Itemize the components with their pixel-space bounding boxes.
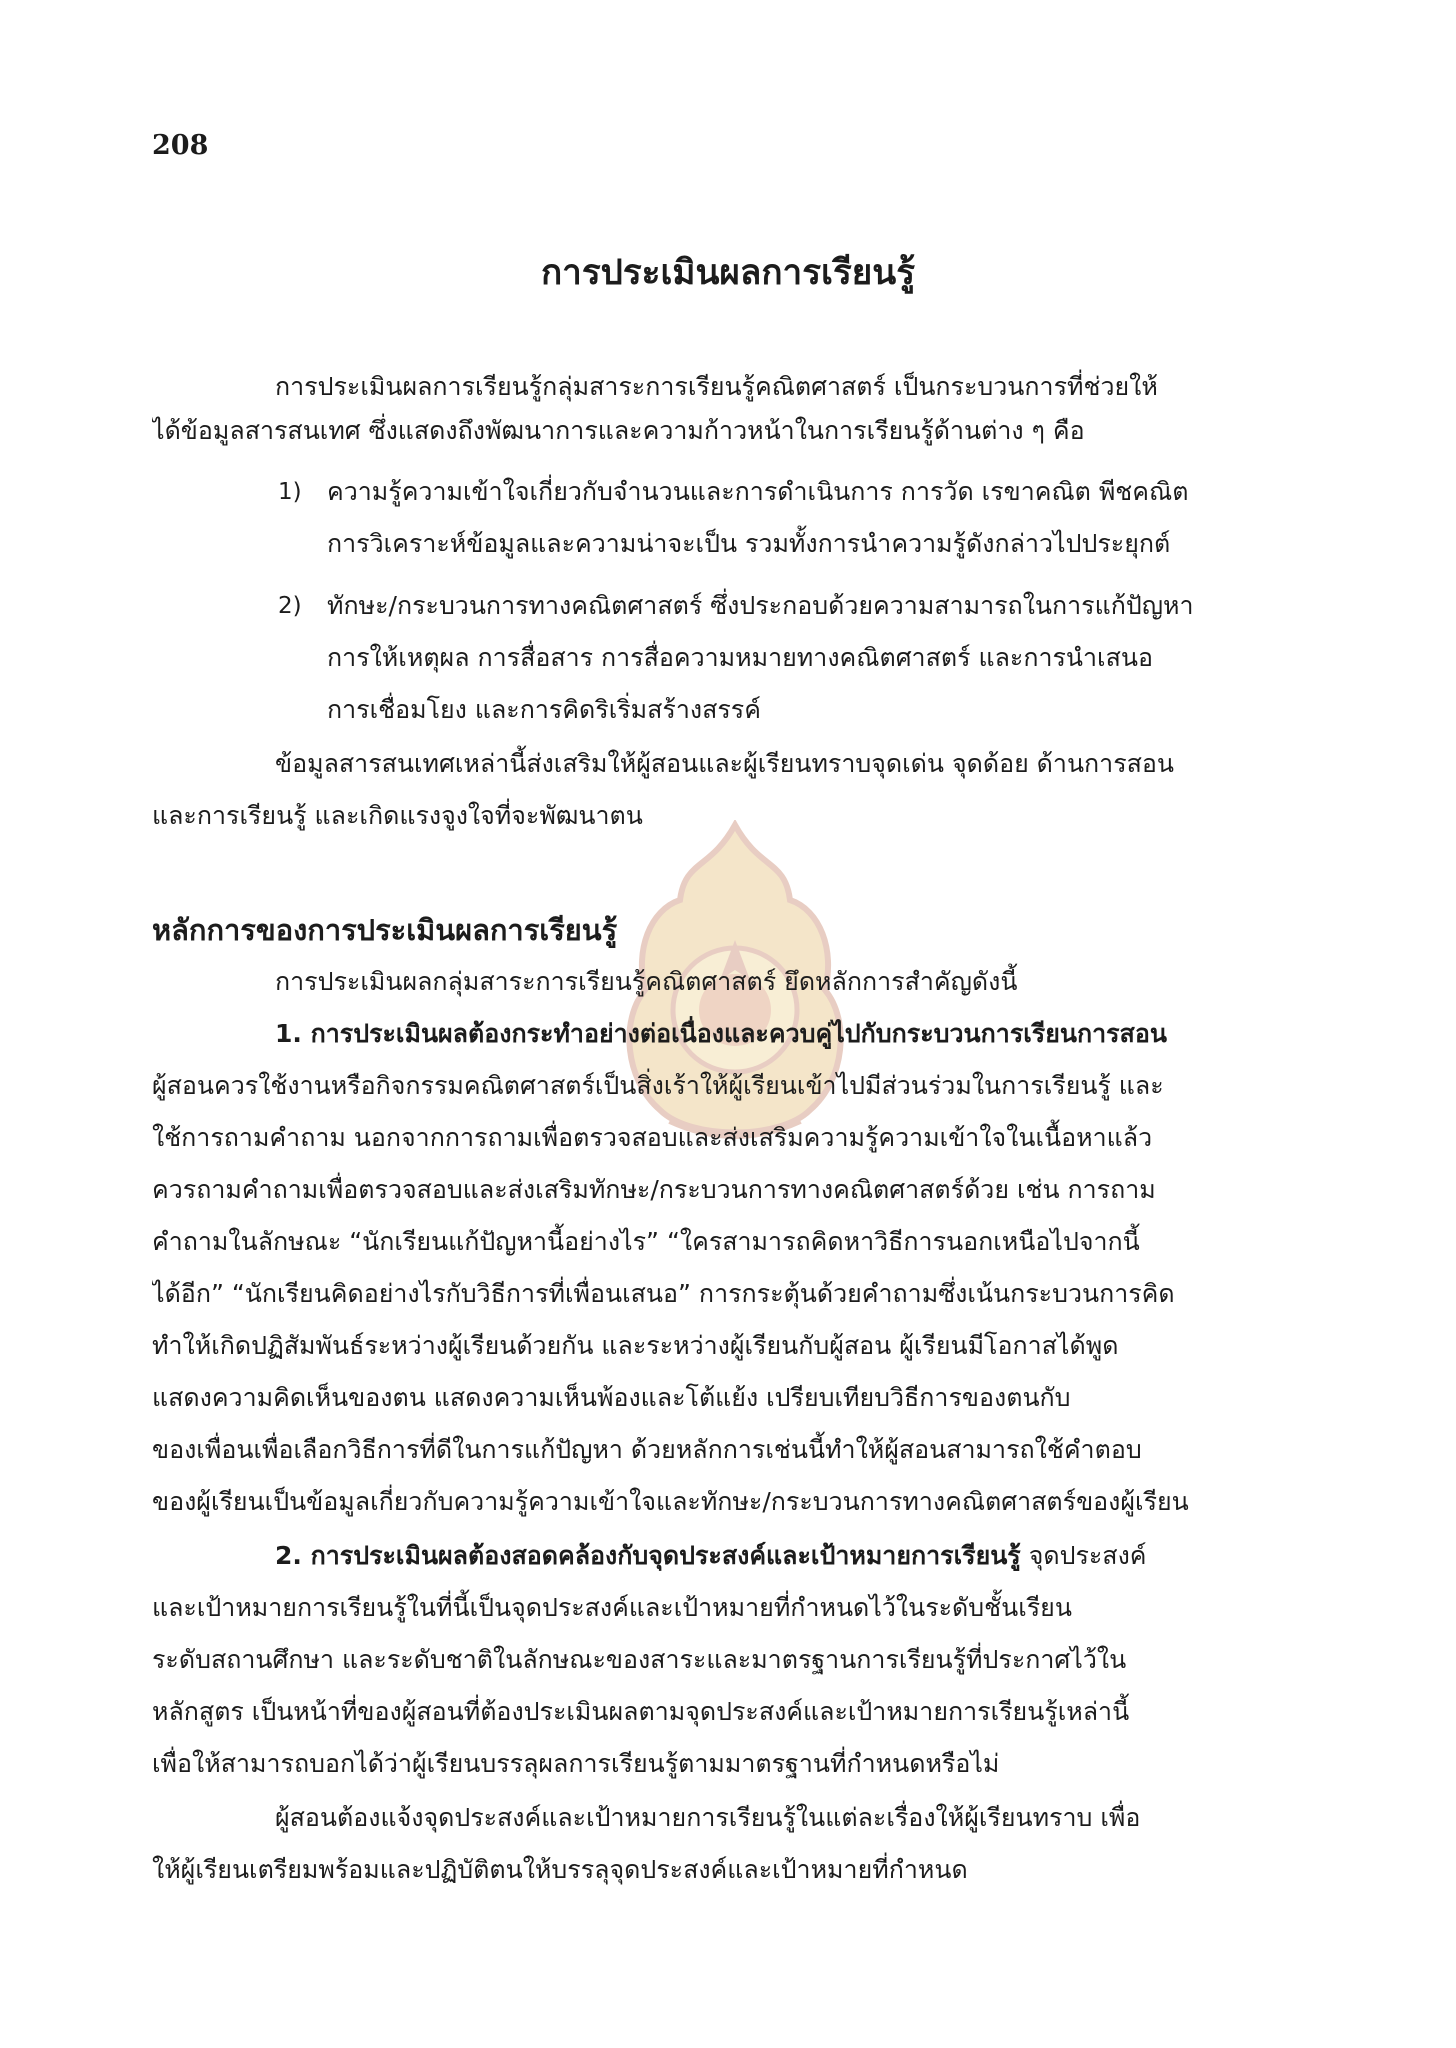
- principle-1-line: ได้อีก” “นักเรียนคิดอย่างไรกับวิธีการที่เพื่อนเสนอ” การกระตุ้นด้วยคำถามซึ่งเน้นกระบวนการคิด: [152, 1279, 1175, 1308]
- principle-2-line: ระดับสถานศึกษา และระดับชาติในลักษณะของสาระและมาตรฐานการเรียนรู้ที่ประกาศไว้ใน: [152, 1645, 1127, 1674]
- principle-1-line: ของเพื่อนเพื่อเลือกวิธีการที่ดีในการแก้ปัญหา ด้วยหลักการเช่นนี้ทำให้ผู้สอนสามารถใช้คำตอบ: [152, 1435, 1142, 1464]
- principle-1-heading: 1. การประเมินผลต้องกระทำอย่างต่อเนื่องและควบคู่ไปกับกระบวนการเรียนการสอน: [275, 1019, 1167, 1048]
- list-item-1-line-2: การวิเคราะห์ข้อมูลและความน่าจะเป็น รวมทั้งการนำความรู้ดังกล่าวไปประยุกต์: [327, 529, 1171, 558]
- summary-line-1: ข้อมูลสารสนเทศเหล่านี้ส่งเสริมให้ผู้สอนและผู้เรียนทราบจุดเด่น จุดด้อย ด้านการสอน: [275, 749, 1175, 778]
- list-item-2-line-2: การให้เหตุผล การสื่อสาร การสื่อความหมายทางคณิตศาสตร์ และการนำเสนอ: [327, 643, 1153, 672]
- principle-2-heading-line: [275, 1534, 1316, 1578]
- closing-line-2: ให้ผู้เรียนเตรียมพร้อมและปฏิบัติตนให้บรรลุจุดประสงค์และเป้าหมายที่กำหนด: [152, 1855, 968, 1884]
- list-item-2-line-1: ทักษะ/กระบวนการทางคณิตศาสตร์ ซึ่งประกอบด้วยความสามารถในการแก้ปัญหา: [327, 591, 1194, 620]
- section-intro: การประเมินผลกลุ่มสาระการเรียนรู้คณิตศาสตร์ ยึดหลักการสำคัญดังนี้: [275, 967, 1018, 996]
- intro-line-1: การประเมินผลการเรียนรู้กลุ่มสาระการเรียนรู้คณิตศาสตร์ เป็นกระบวนการที่ช่วยให้: [275, 372, 1158, 401]
- principle-2-line: เพื่อให้สามารถบอกได้ว่าผู้เรียนบรรลุผลการเรียนรู้ตามมาตรฐานที่กำหนดหรือไม่: [152, 1749, 1000, 1778]
- principle-1-line: ใช้การถามคำถาม นอกจากการถามเพื่อตรวจสอบและส่งเสริมความรู้ความเข้าใจในเนื้อหาแล้ว: [152, 1123, 1153, 1152]
- principle-2-heading-tail: จุดประสงค์: [1020, 1541, 1147, 1570]
- principle-1-line: ควรถามคำถามเพื่อตรวจสอบและส่งเสริมทักษะ/กระบวนการทางคณิตศาสตร์ด้วย เช่น การถาม: [152, 1175, 1156, 1204]
- section-heading: หลักการของการประเมินผลการเรียนรู้: [152, 913, 618, 947]
- principle-2-line: หลักสูตร เป็นหน้าที่ของผู้สอนที่ต้องประเมินผลตามจุดประสงค์และเป้าหมายการเรียนรู้เหล่านี้: [152, 1697, 1130, 1726]
- principle-1-line: ของผู้เรียนเป็นข้อมูลเกี่ยวกับความรู้ความเข้าใจและทักษะ/กระบวนการทางคณิตศาสตร์ของผู้เรียน: [152, 1487, 1189, 1516]
- principle-2-line: และเป้าหมายการเรียนรู้ในที่นี้เป็นจุดประสงค์และเป้าหมายที่กำหนดไว้ในระดับชั้นเรียน: [152, 1593, 1072, 1622]
- page-number: 208: [152, 130, 209, 161]
- list-item-2-number: 2): [278, 593, 302, 619]
- intro-line-2: ได้ข้อมูลสารสนเทศ ซึ่งแสดงถึงพัฒนาการและความก้าวหน้าในการเรียนรู้ด้านต่าง ๆ คือ: [152, 416, 1085, 445]
- principle-1-line: คำถามในลักษณะ “นักเรียนแก้ปัญหานี้อย่างไร” “ใครสามารถคิดหาวิธีการนอกเหนือไปจากนี้: [152, 1227, 1140, 1256]
- principle-1-line: ผู้สอนควรใช้งานหรือกิจกรรมคณิตศาสตร์เป็นสิ่งเร้าให้ผู้เรียนเข้าไปมีส่วนร่วมในการเรียนรู้ และ: [152, 1071, 1164, 1100]
- principle-1-line: ทำให้เกิดปฏิสัมพันธ์ระหว่างผู้เรียนด้วยกัน และระหว่างผู้เรียนกับผู้สอน ผู้เรียนมีโอกาสได้พูด: [152, 1331, 1119, 1360]
- closing-line-1: ผู้สอนต้องแจ้งจุดประสงค์และเป้าหมายการเรียนรู้ในแต่ละเรื่องให้ผู้เรียนทราบ เพื่อ: [275, 1803, 1141, 1832]
- summary-line-2: และการเรียนรู้ และเกิดแรงจูงใจที่จะพัฒนาตน: [152, 801, 643, 830]
- list-item-1-number: 1): [278, 479, 302, 505]
- principle-1-line: แสดงความคิดเห็นของตน แสดงความเห็นพ้องและโต้แย้ง เปรียบเทียบวิธีการของตนกับ: [152, 1383, 1071, 1412]
- principle-2-heading: 2. การประเมินผลต้องสอดคล้องกับจุดประสงค์และเป้าหมายการเรียนรู้: [275, 1541, 1021, 1570]
- list-item-2-line-3: การเชื่อมโยง และการคิดริเริ่มสร้างสรรค์: [327, 695, 761, 724]
- page-title: การประเมินผลการเรียนรู้: [540, 253, 915, 293]
- list-item-1-line-1: ความรู้ความเข้าใจเกี่ยวกับจำนวนและการดำเนินการ การวัด เรขาคณิต พีชคณิต: [327, 477, 1189, 506]
